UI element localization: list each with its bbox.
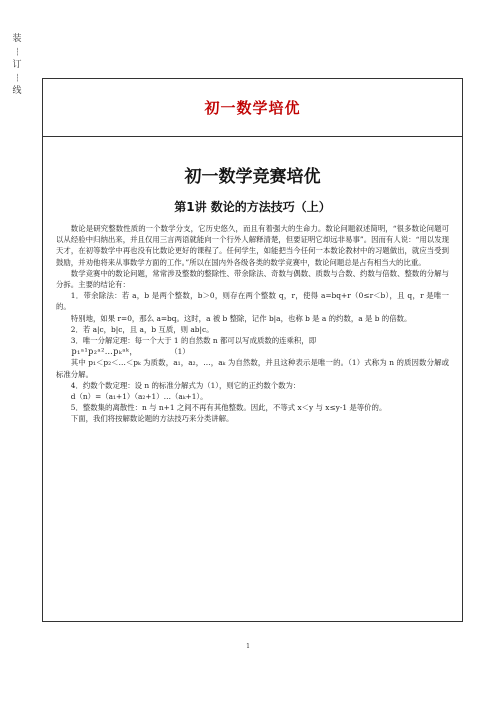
summary-paragraph: 数学竞赛中的数论问题，常常涉及整数的整除性、带余除法、奇数与偶数、质数与合数、约数与倍数、整数的分解与分拆。主要的结论有：: [56, 268, 449, 290]
divisor-count-formula: d（n）=（a₁+1）（a₂+1）…（aₖ+1）。: [70, 392, 208, 402]
binding-margin: [10, 34, 24, 99]
binding-char-xian: 线: [12, 86, 22, 96]
binding-char-ding: 订: [12, 60, 22, 70]
lecture-title: 第1讲 数论的方法技巧（上）: [174, 200, 331, 214]
item-coprime-divisibility: 2．若 a|c，b|c，且 a，b 互质，则 ab|c。: [70, 324, 214, 334]
factorization-formula-line: [56, 346, 449, 357]
formula-number: （1）: [170, 347, 190, 357]
header-box: [43, 79, 462, 137]
factorization-formula: p₁ᵃ¹p₂ᵃ²…pₖᵃᵏ，: [71, 347, 138, 357]
item-factorization-where: 其中 p₁＜p₂＜…＜pₖ 为质数，a₁，a₂，…，aₖ 为自然数，并且这种表示是唯一的。（1）式称为 n 的质因数分解或标准分解。: [56, 358, 449, 379]
item-division-with-remainder: 1．带余除法：若 a，b 是两个整数，b＞0，则存在两个整数 q，r，使得 a=bq+r（0≤r＜b），且 q，r 是唯一的。: [56, 291, 449, 312]
item-divisor-count: 4．约数个数定理：设 n 的标准分解式为（1），则它的正约数个数为：: [70, 380, 301, 390]
document-title: 初一数学竞赛培优: [184, 167, 321, 187]
intro-paragraph: 数论是研究整数性质的一个数学分支，它历史悠久，而且有着强大的生命力。数论问题叙述简明，“很多数论问题可以从经验中归纳出来，并且仅用三言两语就能向一个行外人解释清楚，但要证明它却远非易事”。因而有人说：“用以发现天才，在初等数学中再也没有比数论更好的课程了。任何学生，如能把当今任何一本数论教材中的习题做出，就应当受到鼓励，并劝他将来从事数学方面的工作。”所以在国内外各级各类的数学竞赛中，数论问题总是占有相当大的比重。: [56, 224, 449, 267]
item-division-special-case: 特别地，如果 r=0，那么 a=bq。这时，a 被 b 整除，记作 b|a，也称 b 是 a 的约数，a 是 b 的倍数。: [70, 313, 412, 323]
body-text: [56, 223, 449, 425]
header-title: 初一数学培优: [204, 99, 301, 117]
document-content: [43, 162, 462, 425]
binding-dash: ┆: [15, 74, 19, 82]
item-unique-factorization: 3．唯一分解定理：每一个大于 1 的自然数 n 都可以写成质数的连乘积，即: [70, 336, 317, 346]
item-discreteness: 5．整数集的离散性：n 与 n+1 之间不再有其他整数。因此，不等式 x＜y 与 x≤y-1 是等价的。: [70, 403, 387, 413]
page-number: 1: [246, 643, 250, 650]
binding-dash: ┆: [15, 48, 19, 56]
document-frame: [42, 78, 463, 622]
closing-paragraph: 下面，我们将按解数论题的方法技巧来分类讲解。: [70, 414, 234, 424]
binding-char-zhuang: 装: [12, 34, 22, 44]
